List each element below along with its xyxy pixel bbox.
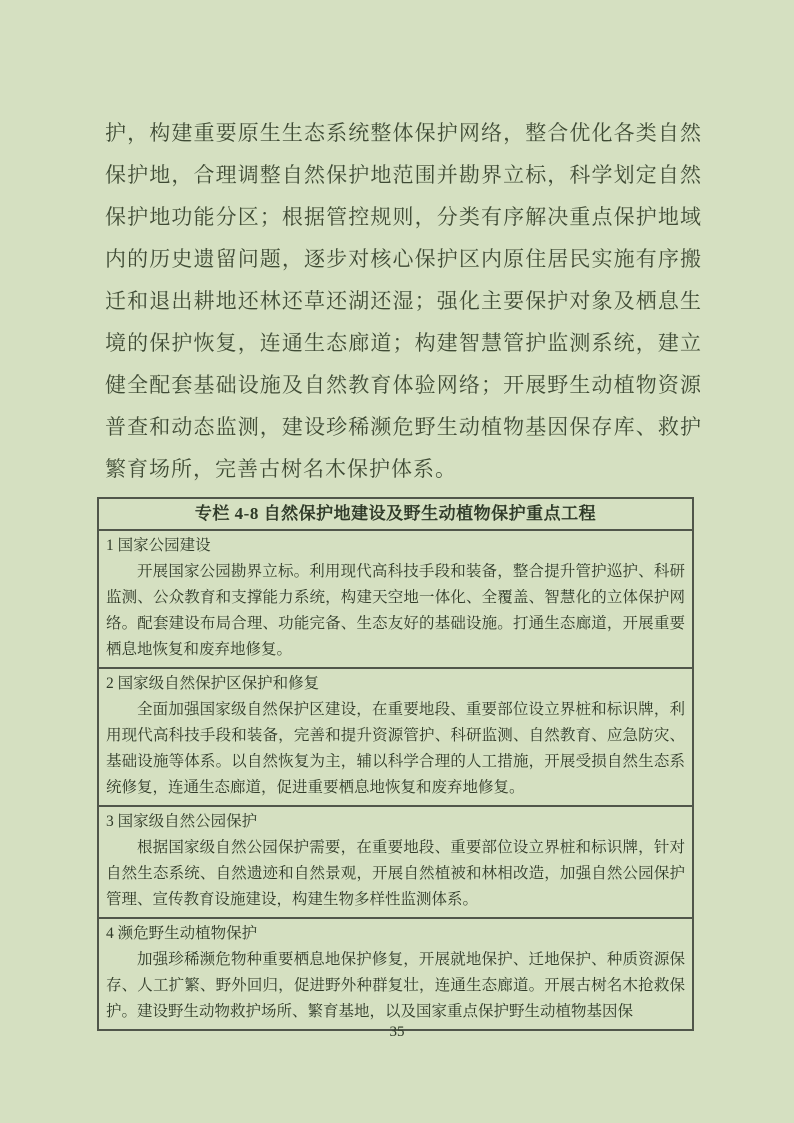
section-body: 全面加强国家级自然保护区建设，在重要地段、重要部位设立界桩和标识牌，利用现代高科技手段和装备，完善和提升资源管护、科研监测、自然教育、应急防灾、基础设施等体系。以自然恢复为主，辅以科学合理的人工措施，开展受损自然生态系统修复，连通生态廊道，促进重要栖息地恢复和废弃地修复。 [106,701,685,796]
feature-box-title: 专栏 4-8 自然保护地建设及野生动植物保护重点工程 [99,499,692,531]
section-heading: 2 国家级自然保护区保护和修复 [106,675,320,692]
paragraph-line: 保护地，合理调整自然保护地范围并勘界立标，科学划定自然 [105,163,702,187]
box-section-endangered-wildlife [99,919,692,1029]
paragraph-line: 护，构建重要原生生态系统整体保护网络，整合优化各类自然 [105,121,702,145]
paragraph-line: 内的历史遗留问题，逐步对核心保护区内原住居民实施有序搬 [105,247,702,271]
paragraph-line: 繁育场所，完善古树名木保护体系。 [105,457,457,481]
feature-box [97,497,694,1031]
box-section-natural-park [99,807,692,919]
box-section-nature-reserve [99,669,692,807]
body-paragraph [105,112,702,490]
section-body: 加强珍稀濒危物种重要栖息地保护修复，开展就地保护、迁地保护、种质资源保存、人工扩繁、野外回归，促进野外种群复壮，连通生态廊道。开展古树名木抢救保护。建设野生动物救护场所、繁育基地，以及国家重点保护野生动植物基因保 [106,951,685,1020]
box-section-national-park [99,531,692,669]
paragraph-line: 普查和动态监测，建设珍稀濒危野生动植物基因保存库、救护 [105,415,702,439]
section-heading: 1 国家公园建设 [106,537,211,554]
paragraph-line: 迁和退出耕地还林还草还湖还湿；强化主要保护对象及栖息生 [105,289,702,313]
section-body: 开展国家公园勘界立标。利用现代高科技手段和装备，整合提升管护巡护、科研监测、公众教育和支撑能力系统，构建天空地一体化、全覆盖、智慧化的立体保护网络。配套建设布局合理、功能完备、生态友好的基础设施。打通生态廊道，开展重要栖息地恢复和废弃地修复。 [106,563,685,658]
paragraph-line: 保护地功能分区；根据管控规则，分类有序解决重点保护地域 [105,205,702,229]
page-number: 35 [389,1024,405,1040]
section-heading: 4 濒危野生动植物保护 [106,925,258,942]
section-body: 根据国家级自然公园保护需要，在重要地段、重要部位设立界桩和标识牌，针对自然生态系统、自然遗迹和自然景观，开展自然植被和林相改造，加强自然公园保护管理、宣传教育设施建设，构建生物多样性监测体系。 [106,839,685,908]
paragraph-line: 健全配套基础设施及自然教育体验网络；开展野生动植物资源 [105,373,702,397]
section-heading: 3 国家级自然公园保护 [106,813,258,830]
paragraph-line: 境的保护恢复，连通生态廊道；构建智慧管护监测系统，建立 [105,331,702,355]
